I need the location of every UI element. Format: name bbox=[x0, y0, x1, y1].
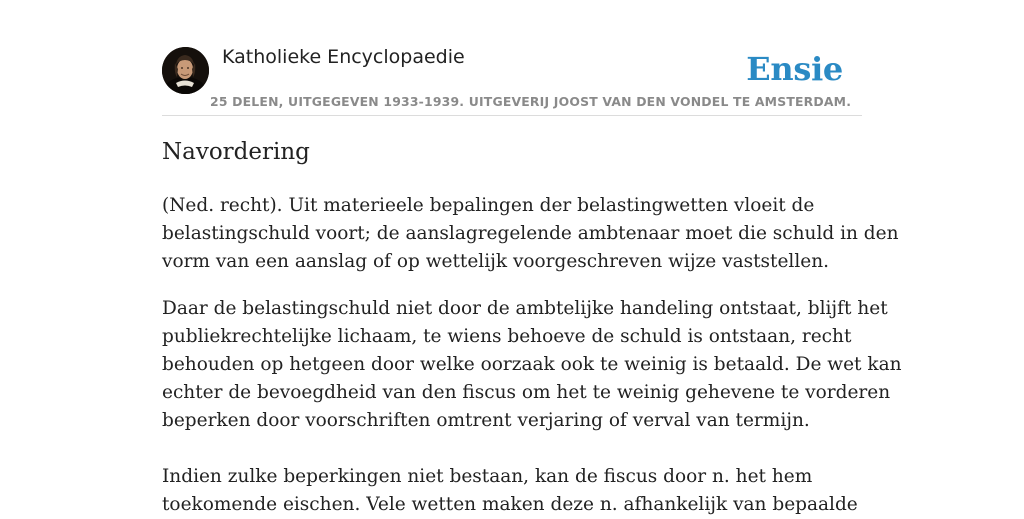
page-container bbox=[162, 0, 902, 515]
paragraph-line: echter de bevoegdheid van den fiscus om het te weinig gehevene te vorderen bbox=[162, 382, 891, 403]
paragraph-line: toekomende eischen. Vele wetten maken deze n. afhankelijk van bepaalde bbox=[162, 494, 858, 515]
paragraph-line: behouden op hetgeen door welke oorzaak ook te weinig is betaald. De wet kan bbox=[162, 354, 902, 375]
paragraph-line: publiekrechtelijke lichaam, te wiens behoeve de schuld is ontstaan, recht bbox=[162, 326, 852, 347]
portrait-icon bbox=[162, 47, 209, 94]
paragraph-line: Indien zulke beperkingen niet bestaan, kan de fiscus door n. het hem bbox=[162, 466, 813, 487]
ensie-logo-link[interactable]: Ensie bbox=[746, 50, 843, 88]
header-divider bbox=[162, 115, 862, 116]
article-paragraph bbox=[162, 295, 902, 435]
paragraph-line: (Ned. recht). Uit materieele bepalingen der belastingwetten vloeit de bbox=[162, 195, 815, 216]
article-paragraph bbox=[162, 463, 862, 519]
publication-avatar[interactable] bbox=[162, 47, 209, 94]
paragraph-line: Daar de belastingschuld niet door de ambtelijke handeling ontstaat, blijft het bbox=[162, 298, 888, 319]
paragraph-line: vorm van een aanslag of op wettelijk voorgeschreven wijze vaststellen. bbox=[162, 251, 829, 272]
publication-name[interactable]: Katholieke Encyclopaedie bbox=[222, 46, 465, 68]
paragraph-line: beperken door voorschriften omtrent verjaring of verval van termijn. bbox=[162, 410, 810, 431]
publication-description: 25 DELEN, UITGEGEVEN 1933-1939. UITGEVERIJ JOOST VAN DEN VONDEL TE AMSTERDAM. bbox=[210, 94, 852, 109]
paragraph-line: belastingschuld voort; de aanslagregelende ambtenaar moet die schuld in den bbox=[162, 223, 899, 244]
article-paragraph bbox=[162, 192, 899, 276]
article-title: Navordering bbox=[162, 139, 310, 165]
